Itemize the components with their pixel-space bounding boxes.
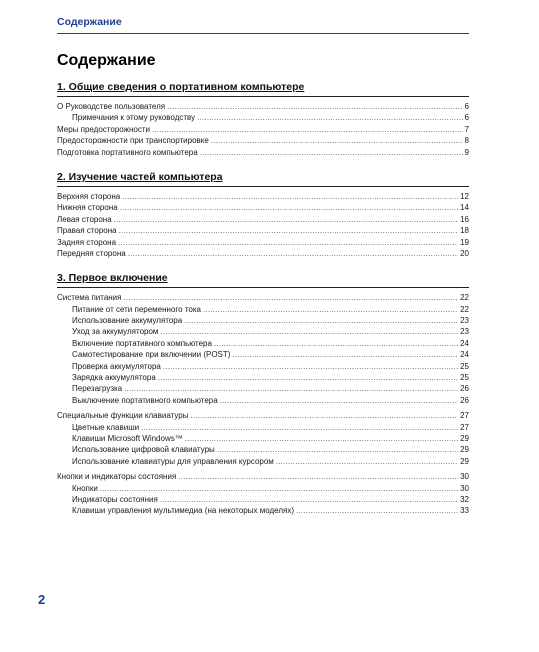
toc-entry[interactable] [57, 135, 469, 146]
table-of-contents [57, 78, 469, 527]
toc-entry-page: 27 [460, 422, 469, 432]
running-header: Содержание [57, 16, 122, 28]
dot-leader [119, 225, 458, 236]
toc-entry-label: Самотестирование при включении (POST) [72, 350, 231, 360]
toc-entry-label: Примечания к этому руководству [72, 113, 196, 123]
dot-leader [276, 456, 458, 467]
toc-entry-label: Предосторожности при транспортировке [57, 136, 209, 146]
dot-leader [217, 444, 458, 455]
toc-entry-page: 24 [460, 338, 469, 348]
toc-section [57, 78, 469, 158]
toc-entry-page: 6 [464, 113, 469, 123]
toc-entry-page: 27 [460, 411, 469, 421]
toc-entry-page: 24 [460, 350, 469, 360]
toc-entry-label: Нижняя сторона [57, 203, 118, 213]
toc-entry-page: 26 [460, 395, 469, 405]
toc-entry-page: 6 [464, 102, 469, 111]
section-divider [57, 96, 469, 97]
section-heading: 3. Первое включение [57, 272, 168, 285]
header-divider [57, 33, 469, 34]
toc-subentry[interactable] [57, 315, 469, 326]
toc-entry-label: Меры предосторожности [57, 124, 150, 134]
toc-entry[interactable] [57, 471, 469, 482]
dot-leader [163, 361, 458, 372]
toc-entry-page: 16 [460, 214, 469, 224]
section-divider [57, 186, 469, 187]
section-heading: 2. Изучение частей компьютера [57, 170, 223, 183]
toc-entry-label: Включение портативного компьютера [72, 338, 212, 348]
toc-entry-page: 33 [460, 506, 469, 516]
toc-entry-label: Использование цифровой клавиатуры [72, 445, 215, 455]
section-divider [57, 287, 469, 288]
toc-subentry[interactable] [57, 395, 469, 406]
dot-leader [100, 483, 458, 494]
toc-subentry[interactable] [57, 304, 469, 315]
toc-entry-label: Кнопки и индикаторы состояния [57, 472, 177, 482]
toc-entry-page: 29 [460, 445, 469, 455]
dot-leader [124, 383, 458, 394]
dot-leader [232, 349, 458, 360]
toc-entry-label: Задняя сторона [57, 237, 117, 247]
toc-entry-page: 32 [460, 494, 469, 504]
toc-entry-label: Подготовка портативного компьютера [57, 147, 198, 157]
toc-entry[interactable] [57, 410, 469, 421]
toc-subentry[interactable] [57, 494, 469, 505]
toc-entry-label: Выключение портативного компьютера [72, 395, 218, 405]
toc-subentry[interactable] [57, 361, 469, 372]
toc-entry-label: Правая сторона [57, 226, 117, 236]
toc-entry-label: Система питания [57, 293, 122, 303]
toc-subentry[interactable] [57, 433, 469, 444]
toc-entry-label: Клавиши Microsoft Windows™ [72, 433, 183, 443]
dot-leader [178, 471, 458, 482]
dot-leader [123, 292, 458, 303]
toc-entry-page: 26 [460, 384, 469, 394]
toc-entry-page: 30 [460, 483, 469, 493]
toc-entry-label: Индикаторы состояния [72, 494, 158, 504]
toc-entry[interactable] [57, 124, 469, 135]
dot-leader [185, 433, 458, 444]
toc-entry-label: Кнопки [72, 483, 98, 493]
toc-entry[interactable] [57, 214, 469, 225]
toc-entry[interactable] [57, 237, 469, 248]
dot-leader [214, 338, 458, 349]
toc-entry-page: 22 [460, 304, 469, 314]
toc-entry-page: 22 [460, 293, 469, 303]
toc-entry[interactable] [57, 248, 469, 259]
toc-subentry[interactable] [57, 483, 469, 494]
dot-leader [200, 147, 463, 158]
toc-subentry[interactable] [57, 383, 469, 394]
dot-leader [203, 304, 458, 315]
toc-entry-page: 20 [460, 248, 469, 258]
toc-entry-page: 18 [460, 226, 469, 236]
toc-section [57, 269, 469, 516]
dot-leader [120, 202, 458, 213]
toc-subentry[interactable] [57, 338, 469, 349]
toc-subentry[interactable] [57, 349, 469, 360]
dot-leader [220, 395, 458, 406]
toc-subentry[interactable] [57, 422, 469, 433]
toc-entry-page: 9 [464, 147, 469, 157]
toc-entry-page: 23 [460, 316, 469, 326]
toc-entry-page: 12 [460, 191, 469, 201]
toc-section [57, 168, 469, 259]
page-number: 2 [38, 592, 46, 607]
toc-entry-page: 14 [460, 203, 469, 213]
dot-leader [160, 326, 458, 337]
toc-entry[interactable] [57, 202, 469, 213]
toc-entry-label: Зарядка аккумулятора [72, 373, 156, 383]
dot-leader [190, 410, 458, 421]
section-heading: 1. Общие сведения о портативном компьютере [57, 81, 305, 93]
toc-entry-page: 7 [464, 124, 469, 134]
toc-subentry[interactable] [57, 372, 469, 383]
toc-subentry[interactable] [57, 326, 469, 337]
toc-entry-label: Специальные функции клавиатуры [57, 411, 189, 421]
dot-leader [118, 237, 458, 248]
toc-entry-label: Питание от сети переменного тока [72, 304, 201, 314]
toc-entry[interactable] [57, 101, 469, 112]
toc-entry-page: 19 [460, 237, 469, 247]
dot-leader [114, 214, 458, 225]
toc-entry[interactable] [57, 225, 469, 236]
toc-entry-label: О Руководстве пользователя [57, 102, 166, 111]
toc-entry[interactable] [57, 292, 469, 303]
toc-entry-page: 30 [460, 472, 469, 482]
toc-entry[interactable] [57, 191, 469, 202]
toc-entry-label: Использование аккумулятора [72, 316, 183, 326]
toc-entry-page: 29 [460, 433, 469, 443]
toc-entry-label: Передняя сторона [57, 248, 126, 258]
dot-leader [128, 248, 458, 259]
toc-entry-label: Перезагрузка [72, 384, 123, 394]
dot-leader [122, 191, 458, 202]
toc-entry-page: 23 [460, 327, 469, 337]
dot-leader [160, 494, 458, 505]
page-title: Содержание [57, 52, 156, 69]
toc-entry-label: Клавиши управления мультимедиа (на некоторых моделях) [72, 506, 295, 516]
toc-entry-label: Цветные клавиши [72, 422, 140, 432]
dot-leader [167, 101, 462, 112]
toc-entry-label: Уход за аккумулятором [72, 327, 159, 337]
dot-leader [296, 505, 458, 516]
dot-leader [152, 124, 463, 135]
toc-subentry[interactable] [57, 444, 469, 455]
dot-leader [197, 112, 462, 123]
toc-entry-label: Проверка аккумулятора [72, 361, 161, 371]
toc-entry-label: Верхняя сторона [57, 191, 121, 201]
toc-entry-label: Использование клавиатуры для управления курсором [72, 456, 274, 466]
toc-subentry[interactable] [57, 456, 469, 467]
toc-entry-page: 25 [460, 361, 469, 371]
toc-subentry[interactable] [57, 112, 469, 123]
toc-subentry[interactable] [57, 505, 469, 516]
dot-leader [158, 372, 458, 383]
toc-entry-label: Левая сторона [57, 214, 112, 224]
toc-entry-page: 8 [464, 136, 469, 146]
toc-entry-page: 25 [460, 373, 469, 383]
toc-entry-page: 29 [460, 456, 469, 466]
dot-leader [211, 135, 463, 146]
dot-leader [184, 315, 458, 326]
toc-entry[interactable] [57, 147, 469, 158]
dot-leader [141, 422, 458, 433]
